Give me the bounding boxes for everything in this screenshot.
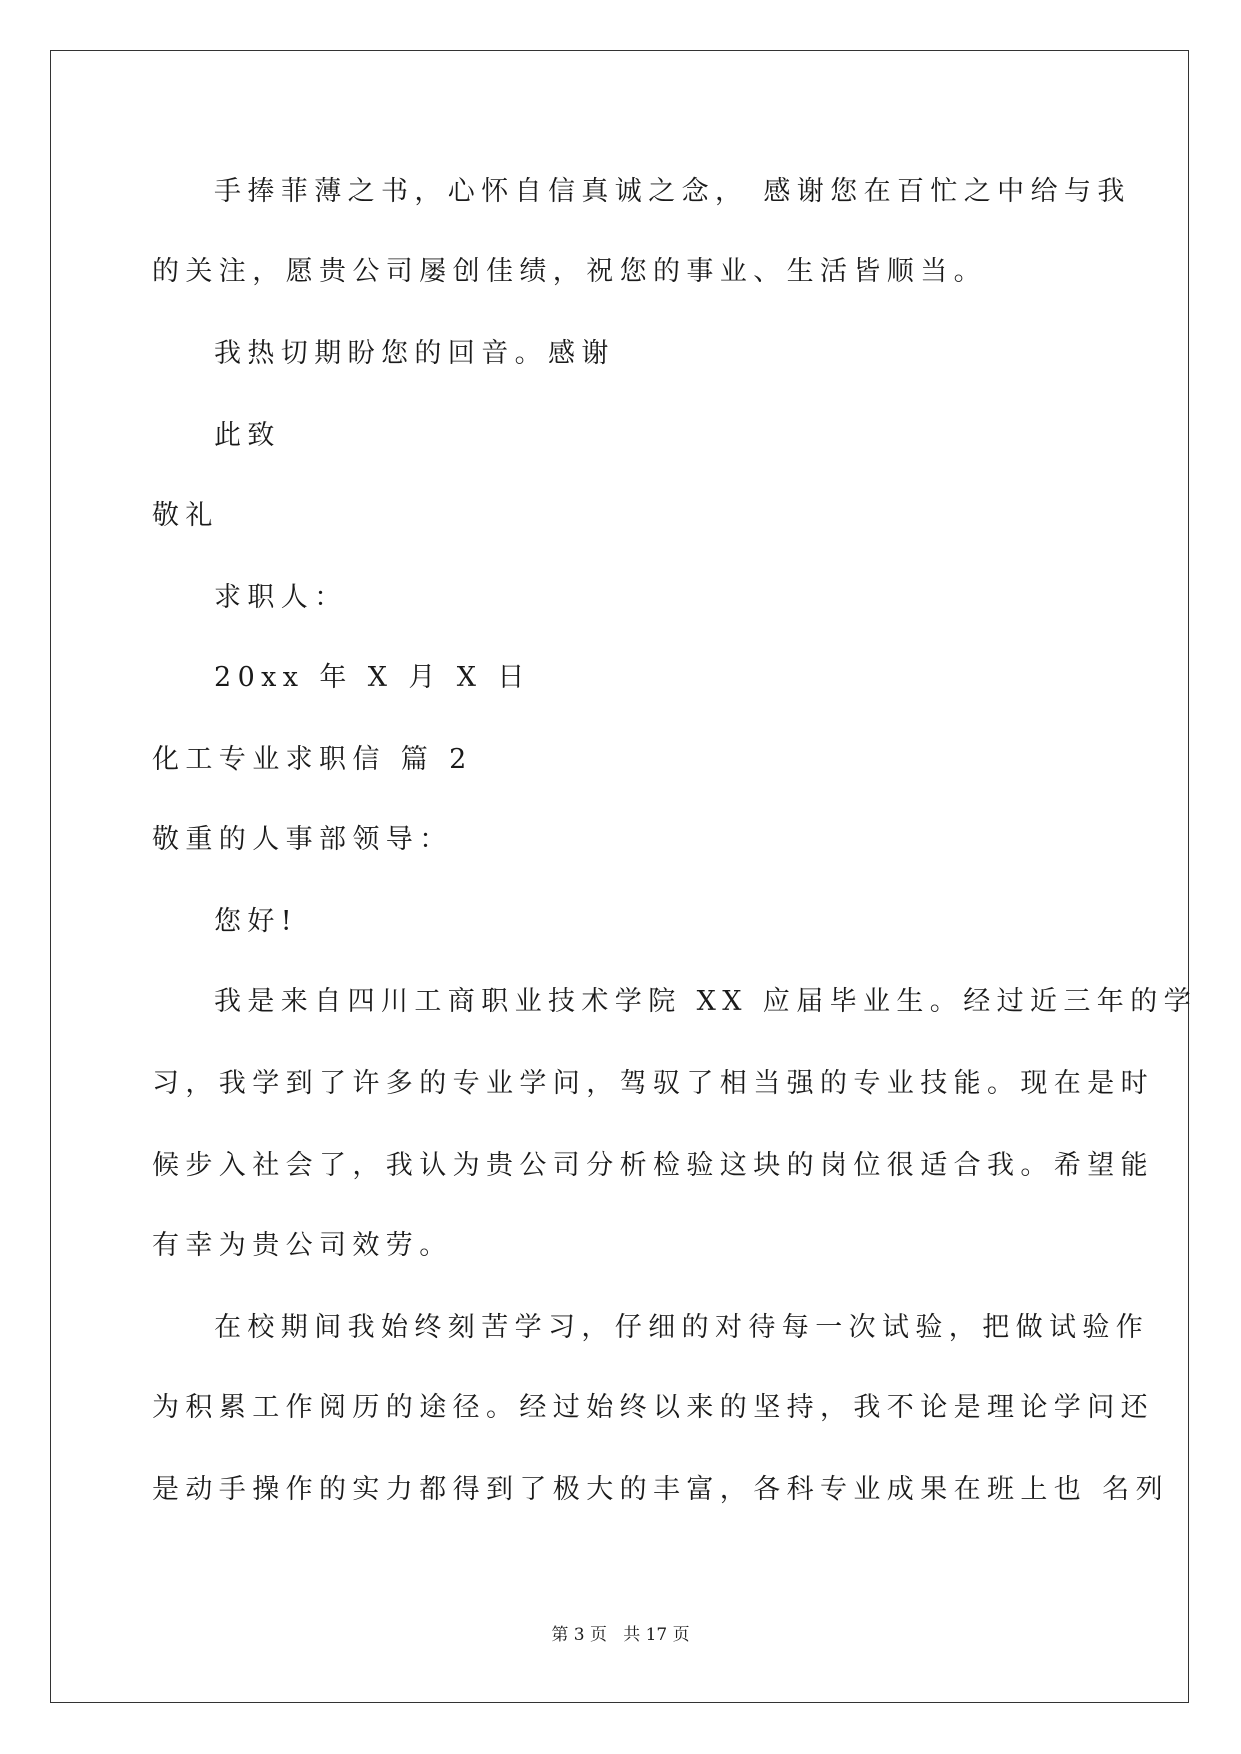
text-line-7: 20xx 年 X 月 X 日 — [214, 662, 531, 693]
text-line-3: 我热切期盼您的回音。感谢 — [214, 338, 615, 369]
text-line-6: 求职人： — [214, 582, 348, 613]
text-line-13: 候步入社会了，我认为贵公司分析检验这块的岗位很适合我。希望能 — [152, 1150, 1154, 1181]
salutation: 敬重的人事部领导： — [152, 824, 453, 855]
section-heading: 化工专业求职信 篇 2 — [152, 744, 473, 775]
text-line-5: 敬礼 — [152, 500, 219, 531]
text-line-17: 是动手操作的实力都得到了极大的丰富，各科专业成果在班上也 名列 — [152, 1474, 1169, 1505]
text-line-11: 我是来自四川工商职业技术学院 XX 应届毕业生。经过近三年的学 — [214, 986, 1198, 1017]
text-line-2: 的关注，愿贵公司屡创佳绩，祝您的事业、生活皆顺当。 — [152, 256, 987, 287]
text-line-15: 在校期间我始终刻苦学习，仔细的对待每一次试验，把做试验作 — [214, 1312, 1150, 1343]
text-line-14: 有幸为贵公司效劳。 — [152, 1230, 453, 1261]
text-line-1: 手捧菲薄之书，心怀自信真诚之念， 感谢您在百忙之中给与我 — [214, 176, 1131, 207]
text-line-16: 为积累工作阅历的途径。经过始终以来的坚持，我不论是理论学问还 — [152, 1392, 1154, 1423]
text-line-4: 此致 — [214, 420, 281, 451]
text-line-12: 习，我学到了许多的专业学问，驾驭了相当强的专业技能。现在是时 — [152, 1068, 1154, 1099]
page-border — [50, 50, 1198, 1703]
page-number-footer: 第 3 页 共 17 页 — [551, 1625, 690, 1645]
greeting: 您好! — [214, 906, 299, 937]
